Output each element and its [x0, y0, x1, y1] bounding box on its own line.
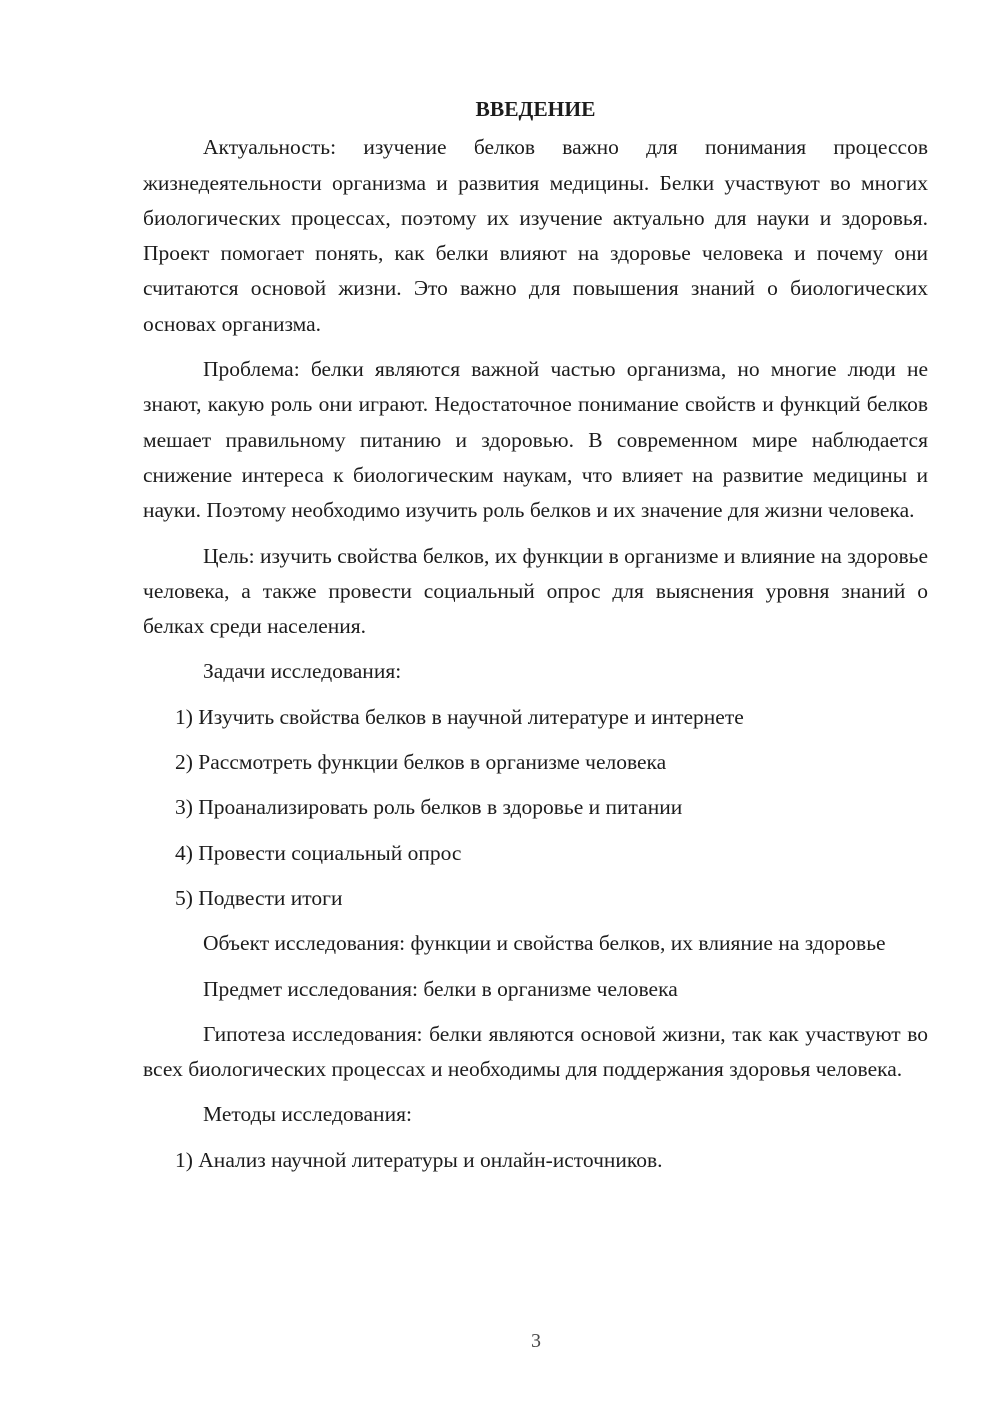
page-number: 3: [531, 1330, 541, 1352]
task-item: 1) Изучить свойства белков в научной литературе и интернете: [175, 704, 744, 729]
page-title: ВВЕДЕНИЕ: [475, 97, 596, 121]
relevance-paragraph: Актуальность: изучение белков важно для понимания процессов жизнедеятельности организма и развития медицины. Белки участвуют во многих биологических процессах, поэтому их изучение актуально для науки и здоровья. Проект помогает понять, как белки влияют на здоровье человека и почему они считаются основой жизни. Это важно для повышения знаний о биологических основах организма.: [143, 135, 928, 336]
subject-paragraph: Предмет исследования: белки в организме человека: [203, 976, 678, 1001]
document-page: [143, 92, 928, 1188]
goal-paragraph: Цель: изучить свойства белков, их функции в организме и влияние на здоровье человека, а также провести социальный опрос для выяснения уровня знаний о белках среди населения.: [143, 543, 928, 639]
task-item: 4) Провести социальный опрос: [175, 840, 462, 865]
problem-paragraph: Проблема: белки являются важной частью организма, но многие люди не знают, какую роль они играют. Недостаточное понимание свойств и функций белков мешает правильному питанию и здоровью. В современном мире наблюдается снижение интереса к биологическим наукам, что влияет на развитие медицины и науки. Поэтому необходимо изучить роль белков и их значение для жизни человека.: [143, 357, 928, 523]
tasks-list: [143, 700, 928, 916]
methods-list: [143, 1143, 928, 1178]
task-item: 3) Проанализировать роль белков в здоровье и питании: [175, 795, 683, 820]
tasks-heading: Задачи исследования:: [203, 659, 402, 684]
method-item: 1) Анализ научной литературы и онлайн-источников.: [175, 1147, 663, 1172]
task-item: 2) Рассмотреть функции белков в организме человека: [175, 750, 667, 775]
hypothesis-paragraph: Гипотеза исследования: белки являются основой жизни, так как участвуют во всех биологических процессах и необходимы для поддержания здоровья человека.: [143, 1021, 928, 1082]
methods-heading: Методы исследования:: [203, 1102, 412, 1127]
task-item: 5) Подвести итоги: [175, 885, 343, 910]
object-paragraph: Объект исследования: функции и свойства белков, их влияние на здоровье: [203, 931, 886, 956]
